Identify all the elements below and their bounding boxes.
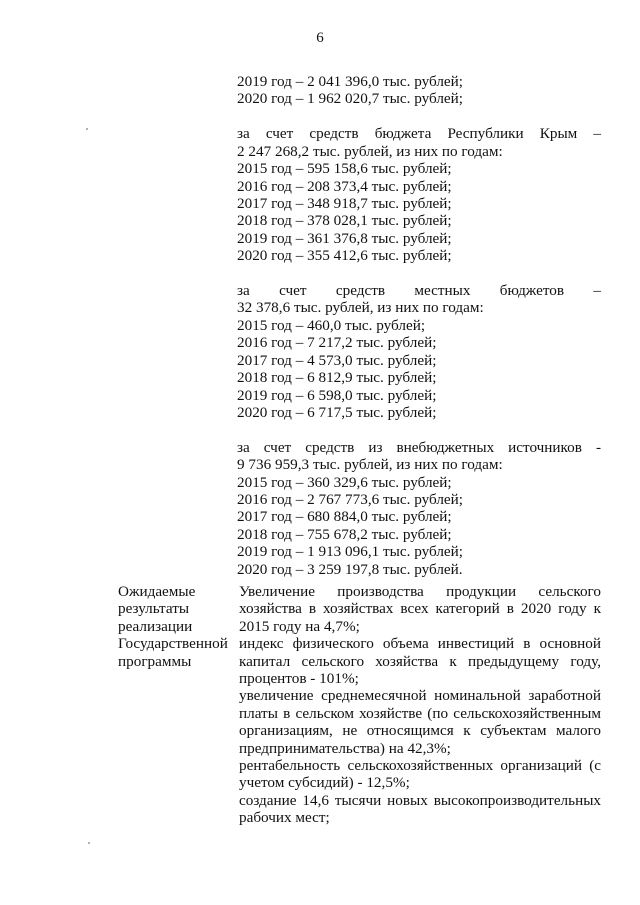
label-line: результаты bbox=[118, 600, 190, 618]
funding-sources bbox=[237, 73, 601, 578]
crimea-year-line: 2017 год – 348 918,7 тыс. рублей; bbox=[237, 194, 452, 212]
local-intro: за счет средств местных бюджетов – bbox=[237, 282, 601, 300]
scan-speck bbox=[86, 128, 88, 130]
page-number: 6 bbox=[316, 30, 324, 46]
expected-results-label bbox=[118, 583, 236, 670]
crimea-year-line: 2018 год – 378 028,1 тыс. рублей; bbox=[237, 212, 452, 230]
expected-results-list bbox=[239, 583, 601, 827]
local-year-line: 2016 год – 7 217,2 тыс. рублей; bbox=[237, 334, 437, 352]
result-item: рентабельность сельскохозяйственных организаций (с учетом субсидий) - 12,5%; bbox=[239, 757, 601, 792]
crimea-year-line: 2016 год – 208 373,4 тыс. рублей; bbox=[237, 177, 452, 195]
local-year-line: 2018 год – 6 812,9 тыс. рублей; bbox=[237, 369, 437, 387]
offbudget-total: 9 736 959,3 тыс. рублей, из них по годам: bbox=[237, 456, 503, 474]
offbudget-year-line: 2016 год – 2 767 773,6 тыс. рублей; bbox=[237, 491, 464, 509]
result-item: индекс физического объема инвестиций в основной капитал сельского хозяйства к предыдущему году, процентов - 101%; bbox=[239, 635, 601, 688]
federal-year-line: 2019 год – 2 041 396,0 тыс. рублей; bbox=[237, 73, 464, 90]
offbudget-year-line: 2019 год – 1 913 096,1 тыс. рублей; bbox=[237, 543, 464, 561]
label-line: реализации bbox=[118, 617, 193, 635]
offbudget-year-line: 2017 год – 680 884,0 тыс. рублей; bbox=[237, 508, 452, 526]
offbudget-year-line: 2020 год – 3 259 197,8 тыс. рублей. bbox=[237, 560, 463, 578]
local-total: 32 378,6 тыс. рублей, из них по годам: bbox=[237, 299, 484, 317]
offbudget-intro: за счет средств из внебюджетных источников - bbox=[237, 438, 601, 456]
scan-speck bbox=[88, 842, 90, 844]
offbudget-block bbox=[237, 439, 601, 578]
crimea-budget-block bbox=[237, 125, 601, 264]
offbudget-year-line: 2015 год – 360 329,6 тыс. рублей; bbox=[237, 473, 452, 491]
label-line: программы bbox=[118, 652, 192, 670]
local-year-line: 2015 год – 460,0 тыс. рублей; bbox=[237, 316, 426, 334]
result-item: Увеличение производства продукции сельского хозяйства в хозяйствах всех категорий в 2020 году к 2015 году на 4,7%; bbox=[239, 583, 601, 635]
label-line: Ожидаемые bbox=[118, 583, 196, 600]
label-line: Государственной bbox=[118, 635, 228, 653]
crimea-year-line: 2019 год – 361 376,8 тыс. рублей; bbox=[237, 229, 452, 247]
local-year-line: 2017 год – 4 573,0 тыс. рублей; bbox=[237, 351, 437, 369]
local-year-line: 2019 год – 6 598,0 тыс. рублей; bbox=[237, 386, 437, 404]
offbudget-year-line: 2018 год – 755 678,2 тыс. рублей; bbox=[237, 525, 452, 543]
crimea-year-line: 2015 год – 595 158,6 тыс. рублей; bbox=[237, 160, 452, 178]
federal-year-line: 2020 год – 1 962 020,7 тыс. рублей; bbox=[237, 90, 464, 108]
result-item: создание 14,6 тысячи новых высокопроизводительных рабочих мест; bbox=[239, 791, 601, 827]
result-item: увеличение среднемесячной номинальной заработной платы в сельском хозяйстве (по сельскохозяйственным организациям, не относящимся к субъектам малого предпринимательства) на 42,3%; bbox=[239, 687, 601, 757]
local-year-line: 2020 год – 6 717,5 тыс. рублей; bbox=[237, 403, 437, 421]
local-budget-block bbox=[237, 282, 601, 421]
crimea-year-line: 2020 год – 355 412,6 тыс. рублей; bbox=[237, 247, 452, 265]
crimea-total: 2 247 268,2 тыс. рублей, из них по годам: bbox=[237, 142, 503, 160]
crimea-intro: за счет средств бюджета Республики Крым – bbox=[237, 125, 601, 143]
